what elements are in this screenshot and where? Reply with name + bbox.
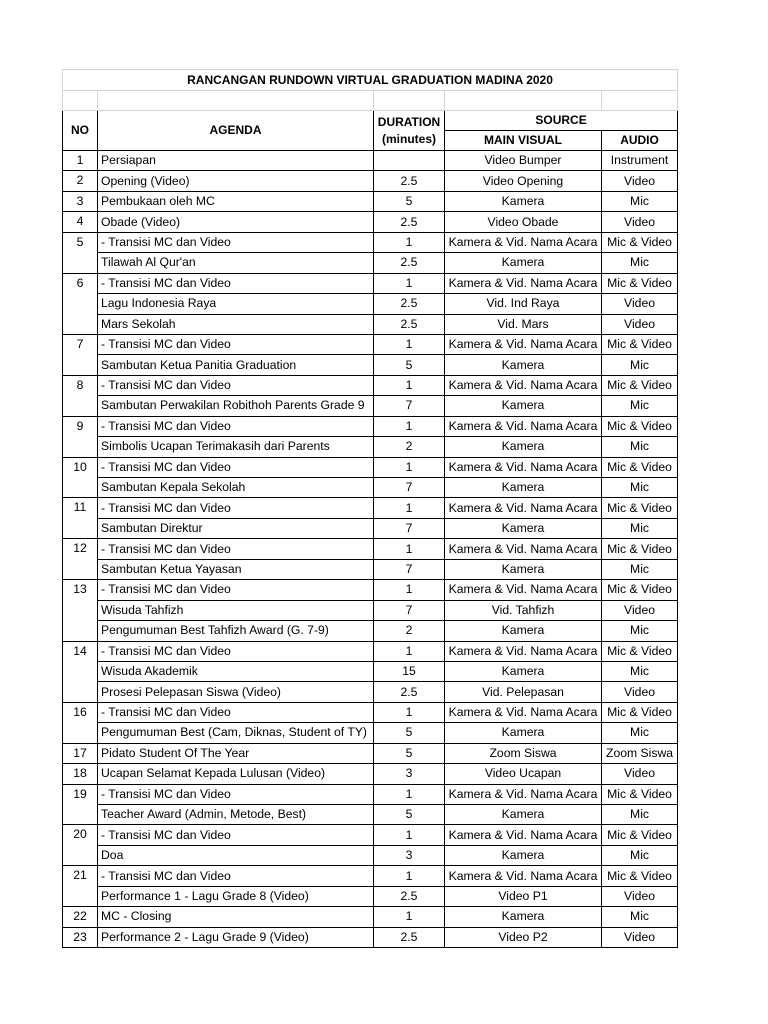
main-visual-cell: Kamera & Vid. Nama Acara [445,641,602,661]
audio-cell: Zoom Siswa [602,743,678,763]
row-number: 2 [63,171,98,191]
audio-cell: Mic & Video [602,580,678,600]
header-row [63,111,678,131]
audio-cell: Mic [602,845,678,865]
duration-cell: 2.5 [374,682,445,702]
duration-cell: 5 [374,723,445,743]
row-number: 1 [63,151,98,171]
header-duration-unit: (minutes) [382,131,436,146]
main-visual-cell: Kamera [445,396,602,416]
agenda-cell: Sambutan Ketua Panitia Graduation [98,355,374,375]
duration-cell: 5 [374,191,445,211]
table-row [63,151,678,171]
duration-cell: 2.5 [374,253,445,273]
agenda-cell: Ucapan Selamat Kepada Lulusan (Video) [98,764,374,784]
table-row [63,600,678,620]
duration-cell: 7 [374,559,445,579]
agenda-cell: Prosesi Pelepasan Siswa (Video) [98,682,374,702]
table-row [63,539,678,559]
row-number: 13 [63,580,98,641]
blank-row [63,91,678,111]
agenda-cell: Wisuda Tahfizh [98,600,374,620]
table-row [63,232,678,252]
agenda-cell: Sambutan Perwakilan Robithoh Parents Grade 9 [98,396,374,416]
audio-cell: Video [602,600,678,620]
agenda-cell: Opening (Video) [98,171,374,191]
agenda-cell: Doa [98,845,374,865]
main-visual-cell: Kamera [445,907,602,927]
table-row [63,273,678,293]
row-number: 3 [63,191,98,211]
sheet-title: RANCANGAN RUNDOWN VIRTUAL GRADUATION MADINA 2020 [63,70,678,91]
row-number: 21 [63,866,98,907]
header-duration [374,111,445,151]
main-visual-cell: Kamera & Vid. Nama Acara [445,539,602,559]
duration-cell: 2 [374,437,445,457]
main-visual-cell: Kamera & Vid. Nama Acara [445,334,602,354]
row-number: 12 [63,539,98,580]
duration-cell: 2.5 [374,927,445,947]
table-row [63,907,678,927]
agenda-cell: Sambutan Direktur [98,518,374,538]
agenda-cell: - Transisi MC dan Video [98,457,374,477]
main-visual-cell: Kamera [445,621,602,641]
main-visual-cell: Kamera & Vid. Nama Acara [445,375,602,395]
row-number: 17 [63,743,98,763]
duration-cell: 1 [374,641,445,661]
duration-cell: 1 [374,498,445,518]
agenda-cell: Persiapan [98,151,374,171]
table-row [63,845,678,865]
main-visual-cell: Kamera & Vid. Nama Acara [445,232,602,252]
table-row [63,927,678,947]
duration-cell: 1 [374,416,445,436]
row-number: 16 [63,702,98,743]
agenda-cell: - Transisi MC dan Video [98,580,374,600]
duration-cell: 1 [374,825,445,845]
audio-cell: Mic [602,518,678,538]
table-row [63,559,678,579]
row-number: 11 [63,498,98,539]
audio-cell: Mic & Video [602,825,678,845]
duration-cell: 5 [374,805,445,825]
main-visual-cell: Kamera & Vid. Nama Acara [445,784,602,804]
duration-cell: 15 [374,661,445,681]
row-number: 14 [63,641,98,702]
table-row [63,212,678,232]
table-row [63,416,678,436]
agenda-cell: - Transisi MC dan Video [98,334,374,354]
audio-cell: Mic & Video [602,273,678,293]
table-row [63,580,678,600]
agenda-cell: Sambutan Ketua Yayasan [98,559,374,579]
agenda-cell: Simbolis Ucapan Terimakasih dari Parents [98,437,374,457]
audio-cell: Mic [602,355,678,375]
table-row [63,294,678,314]
rundown-table [62,69,678,948]
agenda-cell: - Transisi MC dan Video [98,232,374,252]
header-main-visual: MAIN VISUAL [445,131,602,151]
header-duration-label: DURATION [377,114,441,129]
table-row [63,478,678,498]
audio-cell: Video [602,886,678,906]
duration-cell: 7 [374,600,445,620]
agenda-cell: Teacher Award (Admin, Metode, Best) [98,805,374,825]
main-visual-cell: Video Bumper [445,151,602,171]
row-number: 8 [63,375,98,416]
audio-cell: Mic [602,396,678,416]
row-number: 23 [63,927,98,947]
agenda-cell: - Transisi MC dan Video [98,702,374,722]
agenda-cell: - Transisi MC dan Video [98,498,374,518]
main-visual-cell: Zoom Siswa [445,743,602,763]
audio-cell: Mic & Video [602,498,678,518]
audio-cell: Mic [602,907,678,927]
title-row [63,70,678,91]
main-visual-cell: Video Opening [445,171,602,191]
agenda-cell: Pidato Student Of The Year [98,743,374,763]
audio-cell: Mic [602,723,678,743]
agenda-cell: - Transisi MC dan Video [98,273,374,293]
duration-cell: 1 [374,539,445,559]
audio-cell: Video [602,314,678,334]
table-row [63,191,678,211]
row-number: 6 [63,273,98,334]
duration-cell: 2.5 [374,886,445,906]
row-number: 10 [63,457,98,498]
duration-cell: 1 [374,907,445,927]
main-visual-cell: Kamera & Vid. Nama Acara [445,498,602,518]
agenda-cell: - Transisi MC dan Video [98,539,374,559]
main-visual-cell: Kamera [445,845,602,865]
table-row [63,682,678,702]
table-row [63,518,678,538]
header-no: NO [63,111,98,151]
main-visual-cell: Kamera [445,723,602,743]
table-row [63,886,678,906]
main-visual-cell: Video Ucapan [445,764,602,784]
table-row [63,437,678,457]
audio-cell: Mic & Video [602,416,678,436]
main-visual-cell: Kamera [445,253,602,273]
main-visual-cell: Kamera & Vid. Nama Acara [445,825,602,845]
audio-cell: Video [602,682,678,702]
agenda-cell: Pengumuman Best (Cam, Diknas, Student of TY) [98,723,374,743]
main-visual-cell: Kamera [445,437,602,457]
duration-cell: 7 [374,396,445,416]
audio-cell: Mic & Video [602,641,678,661]
duration-cell: 1 [374,334,445,354]
duration-cell: 2.5 [374,171,445,191]
table-row [63,784,678,804]
audio-cell: Mic & Video [602,784,678,804]
row-number: 7 [63,334,98,375]
audio-cell: Mic & Video [602,232,678,252]
agenda-cell: Mars Sekolah [98,314,374,334]
duration-cell: 1 [374,375,445,395]
header-audio: AUDIO [602,131,678,151]
duration-cell: 7 [374,478,445,498]
main-visual-cell: Kamera [445,355,602,375]
main-visual-cell: Kamera [445,661,602,681]
main-visual-cell: Kamera & Vid. Nama Acara [445,866,602,886]
agenda-cell: Obade (Video) [98,212,374,232]
audio-cell: Video [602,294,678,314]
audio-cell: Mic & Video [602,334,678,354]
table-row [63,334,678,354]
main-visual-cell: Vid. Pelepasan [445,682,602,702]
duration-cell: 5 [374,355,445,375]
audio-cell: Mic [602,478,678,498]
table-row [63,702,678,722]
duration-cell: 1 [374,273,445,293]
main-visual-cell: Kamera [445,559,602,579]
main-visual-cell: Vid. Tahfizh [445,600,602,620]
main-visual-cell: Video P1 [445,886,602,906]
duration-cell: 1 [374,580,445,600]
agenda-cell: Tilawah Al Qur'an [98,253,374,273]
duration-cell: 2 [374,621,445,641]
audio-cell: Mic [602,661,678,681]
main-visual-cell: Vid. Ind Raya [445,294,602,314]
audio-cell: Mic & Video [602,702,678,722]
main-visual-cell: Kamera [445,478,602,498]
table-row [63,171,678,191]
main-visual-cell: Video Obade [445,212,602,232]
table-row [63,723,678,743]
duration-cell [374,151,445,171]
duration-cell: 2.5 [374,314,445,334]
audio-cell: Mic & Video [602,457,678,477]
agenda-cell: - Transisi MC dan Video [98,375,374,395]
main-visual-cell: Vid. Mars [445,314,602,334]
table-row [63,805,678,825]
agenda-cell: - Transisi MC dan Video [98,416,374,436]
table-row [63,375,678,395]
main-visual-cell: Kamera [445,191,602,211]
main-visual-cell: Kamera & Vid. Nama Acara [445,416,602,436]
agenda-cell: Performance 1 - Lagu Grade 8 (Video) [98,886,374,906]
table-row [63,825,678,845]
audio-cell: Video [602,764,678,784]
agenda-cell: Pembukaan oleh MC [98,191,374,211]
agenda-cell: Wisuda Akademik [98,661,374,681]
table-row [63,743,678,763]
row-number: 9 [63,416,98,457]
audio-cell: Mic [602,621,678,641]
row-number: 18 [63,764,98,784]
audio-cell: Mic [602,805,678,825]
table-row [63,498,678,518]
audio-cell: Video [602,927,678,947]
agenda-cell: - Transisi MC dan Video [98,641,374,661]
agenda-cell: MC - Closing [98,907,374,927]
table-row [63,457,678,477]
main-visual-cell: Kamera & Vid. Nama Acara [445,702,602,722]
main-visual-cell: Video P2 [445,927,602,947]
main-visual-cell: Kamera & Vid. Nama Acara [445,273,602,293]
table-row [63,641,678,661]
duration-cell: 2.5 [374,212,445,232]
row-number: 5 [63,232,98,273]
duration-cell: 1 [374,232,445,252]
agenda-cell: Pengumuman Best Tahfizh Award (G. 7-9) [98,621,374,641]
agenda-cell: - Transisi MC dan Video [98,866,374,886]
table-row [63,355,678,375]
agenda-cell: - Transisi MC dan Video [98,784,374,804]
row-number: 20 [63,825,98,866]
duration-cell: 2.5 [374,294,445,314]
main-visual-cell: Kamera & Vid. Nama Acara [445,457,602,477]
audio-cell: Mic & Video [602,866,678,886]
duration-cell: 3 [374,845,445,865]
audio-cell: Mic [602,191,678,211]
audio-cell: Mic [602,559,678,579]
table-row [63,253,678,273]
table-row [63,764,678,784]
table-row [63,396,678,416]
audio-cell: Mic [602,437,678,457]
table-row [63,621,678,641]
duration-cell: 1 [374,866,445,886]
table-row [63,866,678,886]
agenda-cell: - Transisi MC dan Video [98,825,374,845]
duration-cell: 1 [374,784,445,804]
agenda-cell: Sambutan Kepala Sekolah [98,478,374,498]
table-row [63,314,678,334]
main-visual-cell: Kamera & Vid. Nama Acara [445,580,602,600]
agenda-cell: Lagu Indonesia Raya [98,294,374,314]
rundown-body [63,151,678,948]
header-agenda: AGENDA [98,111,374,151]
duration-cell: 3 [374,764,445,784]
audio-cell: Mic & Video [602,375,678,395]
audio-cell: Mic & Video [602,539,678,559]
header-source: SOURCE [445,111,678,131]
audio-cell: Video [602,171,678,191]
agenda-cell: Performance 2 - Lagu Grade 9 (Video) [98,927,374,947]
table-row [63,661,678,681]
duration-cell: 5 [374,743,445,763]
spreadsheet [62,69,677,948]
audio-cell: Mic [602,253,678,273]
row-number: 4 [63,212,98,232]
main-visual-cell: Kamera [445,805,602,825]
row-number: 22 [63,907,98,927]
audio-cell: Video [602,212,678,232]
duration-cell: 1 [374,457,445,477]
audio-cell: Instrument [602,151,678,171]
duration-cell: 1 [374,702,445,722]
duration-cell: 7 [374,518,445,538]
main-visual-cell: Kamera [445,518,602,538]
row-number: 19 [63,784,98,825]
